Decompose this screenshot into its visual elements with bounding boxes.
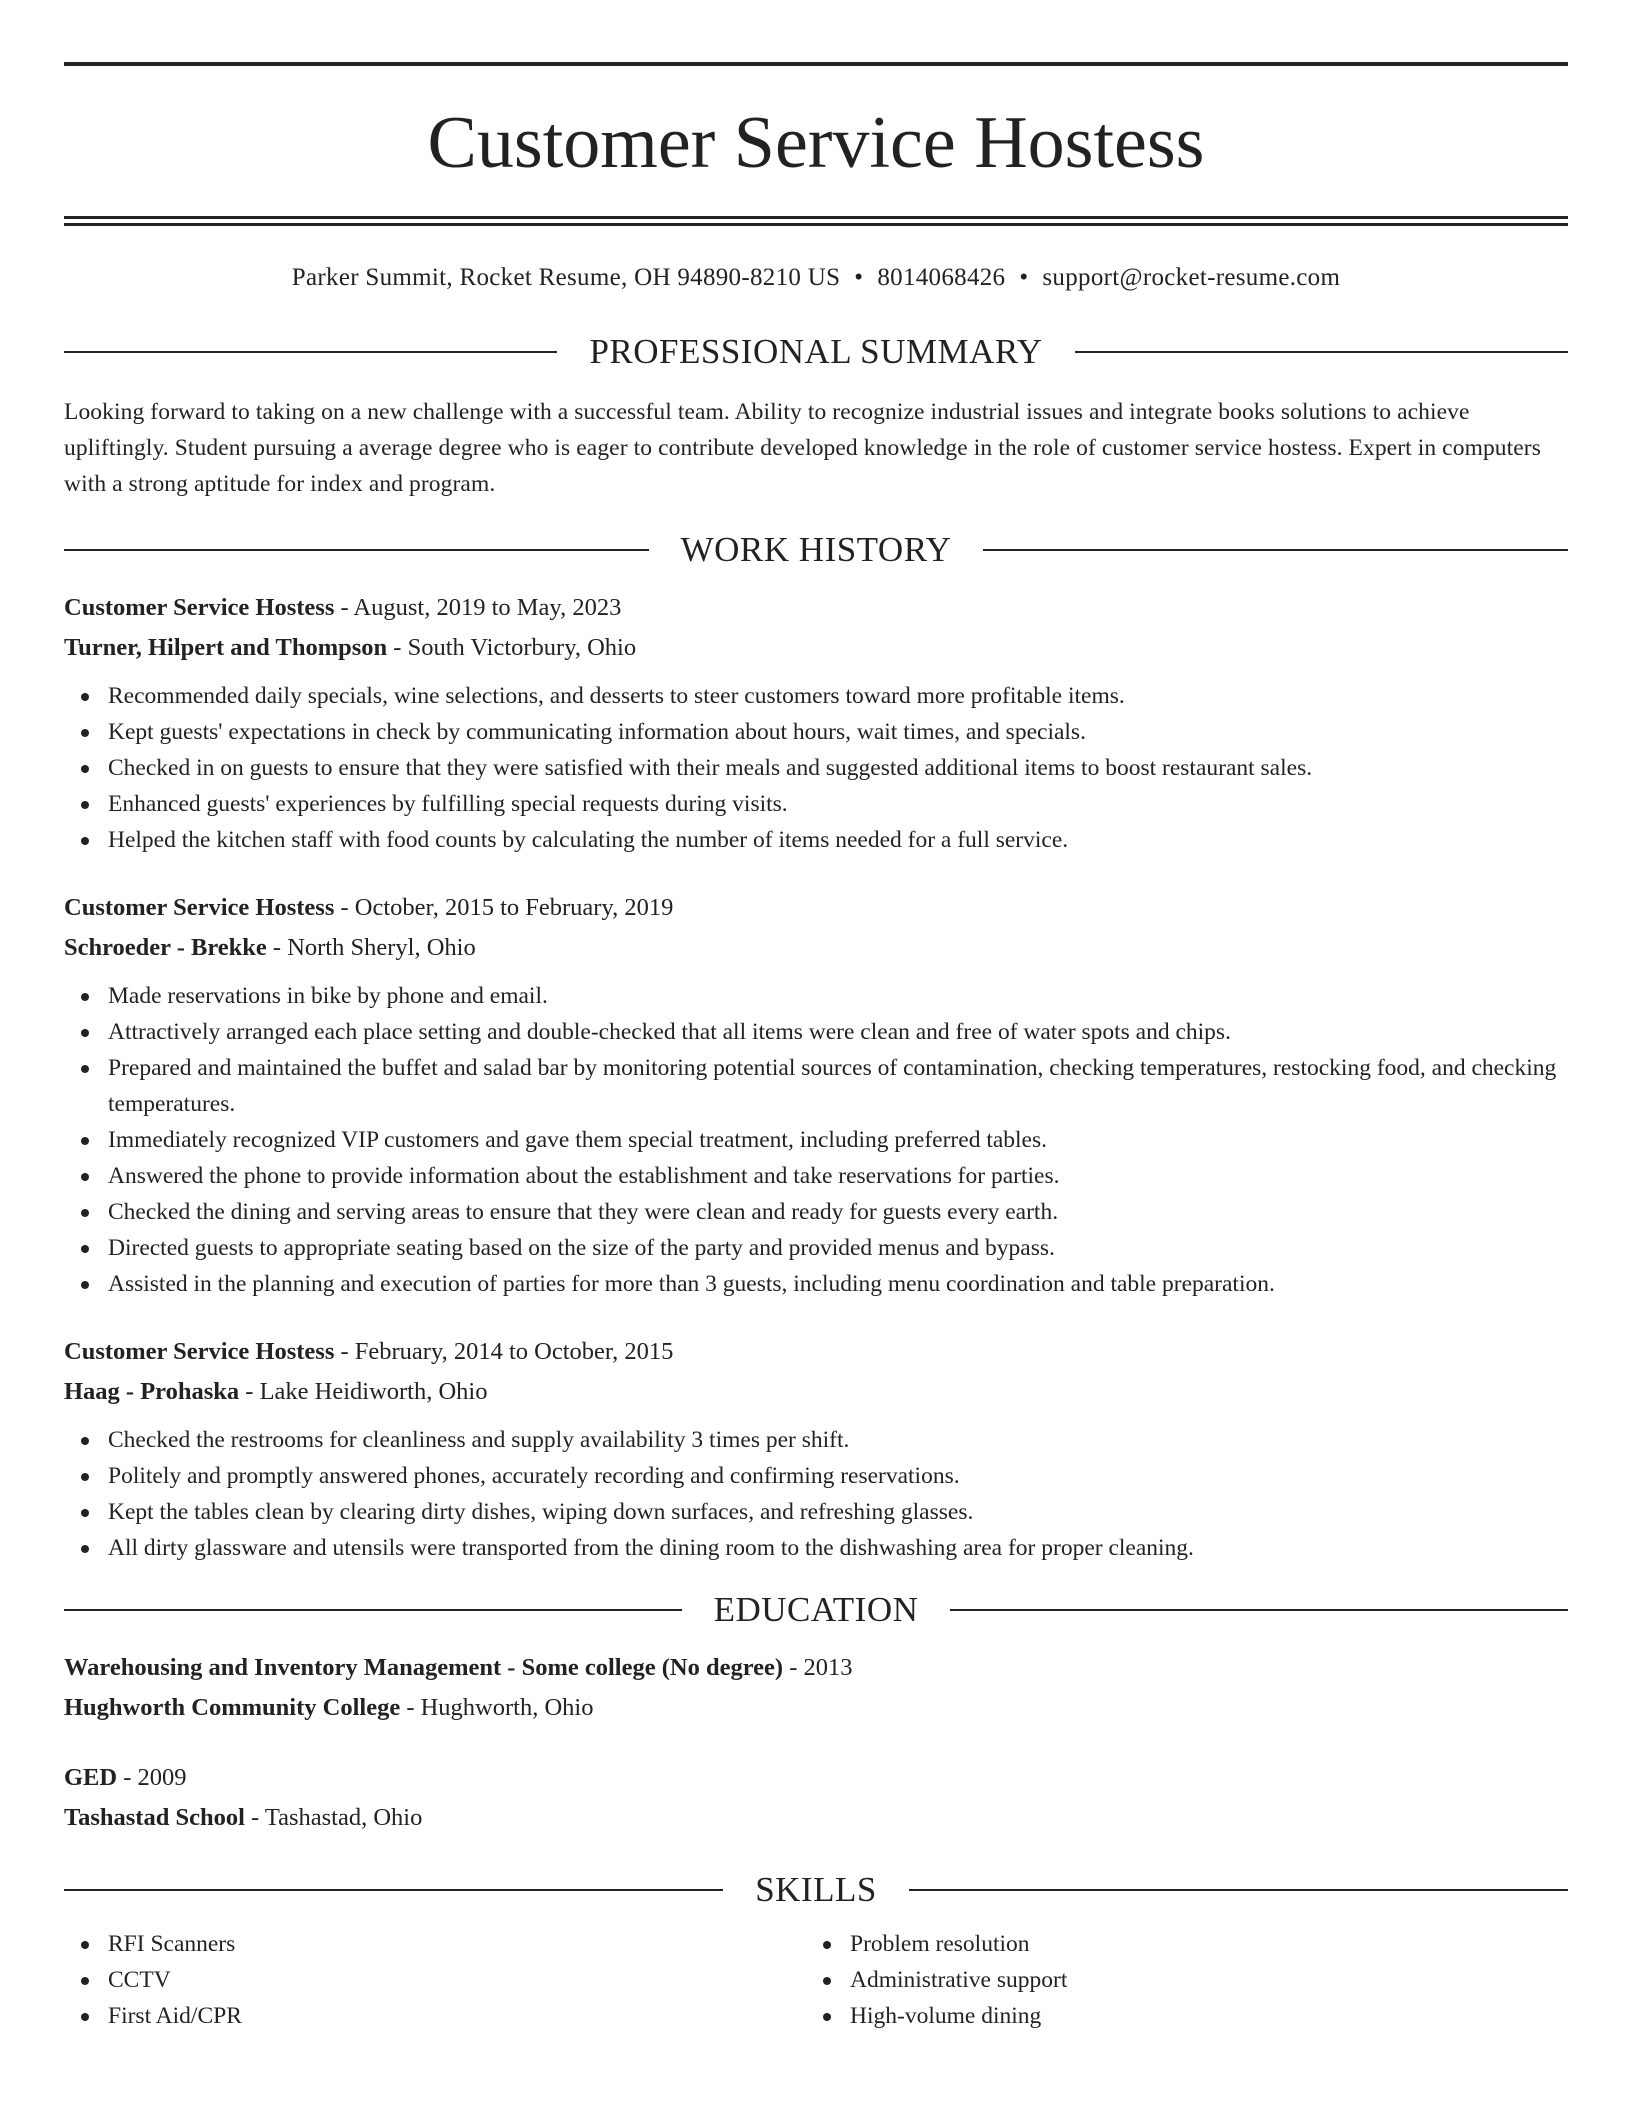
list-item: Directed guests to appropriate seating based on the size of the party and provided menus and bypass. bbox=[108, 1230, 1568, 1266]
school-line bbox=[64, 1688, 1568, 1728]
heading-rule bbox=[64, 1609, 682, 1611]
list-item: Attractively arranged each place setting and double-checked that all items were clean and free of water spots and chips. bbox=[108, 1014, 1568, 1050]
list-item: Politely and promptly answered phones, accurately recording and confirming reservations. bbox=[108, 1458, 1568, 1494]
top-rule bbox=[64, 62, 1568, 66]
skill-item: CCTV bbox=[108, 1962, 806, 1998]
skill-item: Administrative support bbox=[850, 1962, 1548, 1998]
skill-item: RFI Scanners bbox=[108, 1926, 806, 1962]
heading-rule bbox=[1075, 351, 1568, 353]
job-entry bbox=[64, 1332, 1568, 1566]
education-entry bbox=[64, 1758, 1568, 1838]
double-rule bbox=[64, 216, 1568, 226]
job-title-line bbox=[64, 588, 1568, 628]
bullet-separator: • bbox=[854, 264, 864, 291]
degree: GED bbox=[64, 1764, 118, 1791]
job-company-line bbox=[64, 628, 1568, 668]
job-company: Haag - Prohaska bbox=[64, 1378, 240, 1405]
heading-rule bbox=[64, 1889, 723, 1891]
job-company: Schroeder - Brekke bbox=[64, 934, 267, 961]
section-heading-summary bbox=[64, 332, 1568, 372]
heading-rule bbox=[909, 1889, 1568, 1891]
job-company: Turner, Hilpert and Thompson bbox=[64, 634, 388, 661]
heading-rule bbox=[950, 1609, 1568, 1611]
job-title: Customer Service Hostess bbox=[64, 594, 335, 621]
job-title: Customer Service Hostess bbox=[64, 1338, 335, 1365]
list-item: Answered the phone to provide information about the establishment and take reservations for parties. bbox=[108, 1158, 1568, 1194]
education-entry bbox=[64, 1648, 1568, 1728]
skills-list bbox=[806, 1926, 1548, 2034]
job-company-line bbox=[64, 1372, 1568, 1412]
degree-line bbox=[64, 1758, 1568, 1798]
school: Tashastad School bbox=[64, 1804, 245, 1831]
list-item: Checked the dining and serving areas to ensure that they were clean and ready for guests every earth. bbox=[108, 1194, 1568, 1230]
section-title: PROFESSIONAL SUMMARY bbox=[589, 332, 1043, 371]
job-entry bbox=[64, 588, 1568, 858]
list-item: Recommended daily specials, wine selections, and desserts to steer customers toward more profitable items. bbox=[108, 678, 1568, 714]
contact-phone: 8014068426 bbox=[877, 264, 1006, 291]
heading-rule bbox=[64, 351, 557, 353]
skills-column-left bbox=[64, 1926, 806, 2034]
page-title: Customer Service Hostess bbox=[427, 102, 1205, 184]
school: Hughworth Community College bbox=[64, 1694, 401, 1721]
skill-item: Problem resolution bbox=[850, 1926, 1548, 1962]
heading-rule bbox=[64, 549, 649, 551]
job-company-line bbox=[64, 928, 1568, 968]
contact-email: support@rocket-resume.com bbox=[1042, 264, 1341, 291]
list-item: Kept the tables clean by clearing dirty dishes, wiping down surfaces, and refreshing glasses. bbox=[108, 1494, 1568, 1530]
list-item: Kept guests' expectations in check by communicating information about hours, wait times, and specials. bbox=[108, 714, 1568, 750]
school-location: - Tashastad, Ohio bbox=[244, 1804, 423, 1831]
job-title-line bbox=[64, 888, 1568, 928]
skills-list bbox=[64, 1926, 806, 2034]
list-item: Enhanced guests' experiences by fulfilling special requests during visits. bbox=[108, 786, 1568, 822]
job-title-line bbox=[64, 1332, 1568, 1372]
degree: Warehousing and Inventory Management - Some college (No degree) bbox=[64, 1654, 784, 1681]
resume-page bbox=[64, 62, 1568, 2034]
list-item: Checked in on guests to ensure that they were satisfied with their meals and suggested additional items to boost restaurant sales. bbox=[108, 750, 1568, 786]
job-location: - North Sheryl, Ohio bbox=[266, 934, 476, 961]
list-item: Immediately recognized VIP customers and gave them special treatment, including preferred tables. bbox=[108, 1122, 1568, 1158]
skills-column-right bbox=[806, 1926, 1548, 2034]
skills-grid bbox=[64, 1926, 1568, 2034]
job-bullets bbox=[64, 1422, 1568, 1566]
bullet-separator: • bbox=[1019, 264, 1029, 291]
list-item: Assisted in the planning and execution of parties for more than 3 guests, including menu coordination and table preparation. bbox=[108, 1266, 1568, 1302]
list-item: All dirty glassware and utensils were transported from the dining room to the dishwashing area for proper cleaning. bbox=[108, 1530, 1568, 1566]
degree-year: - 2009 bbox=[117, 1764, 187, 1791]
skill-item: High-volume dining bbox=[850, 1998, 1548, 2034]
job-entry bbox=[64, 888, 1568, 1302]
job-dates: - October, 2015 to February, 2019 bbox=[334, 894, 674, 921]
contact-address: Parker Summit, Rocket Resume, OH 94890-8210 US bbox=[291, 264, 841, 291]
section-heading-skills bbox=[64, 1870, 1568, 1910]
section-heading-education bbox=[64, 1590, 1568, 1630]
job-location: - Lake Heidiworth, Ohio bbox=[239, 1378, 488, 1405]
list-item: Checked the restrooms for cleanliness and supply availability 3 times per shift. bbox=[108, 1422, 1568, 1458]
degree-year: - 2013 bbox=[783, 1654, 853, 1681]
school-location: - Hughworth, Ohio bbox=[400, 1694, 594, 1721]
contact-line bbox=[64, 262, 1568, 294]
job-dates: - August, 2019 to May, 2023 bbox=[334, 594, 622, 621]
section-title: WORK HISTORY bbox=[680, 530, 952, 569]
list-item: Helped the kitchen staff with food counts by calculating the number of items needed for a full service. bbox=[108, 822, 1568, 858]
degree-line bbox=[64, 1648, 1568, 1688]
job-bullets bbox=[64, 678, 1568, 858]
section-heading-work bbox=[64, 530, 1568, 570]
list-item: Made reservations in bike by phone and email. bbox=[108, 978, 1568, 1014]
heading-rule bbox=[983, 549, 1568, 551]
job-location: - South Victorbury, Ohio bbox=[387, 634, 637, 661]
school-line bbox=[64, 1798, 1568, 1838]
job-bullets bbox=[64, 978, 1568, 1302]
job-title: Customer Service Hostess bbox=[64, 894, 335, 921]
section-title: SKILLS bbox=[755, 1870, 877, 1909]
section-title: EDUCATION bbox=[713, 1590, 919, 1629]
job-dates: - February, 2014 to October, 2015 bbox=[334, 1338, 674, 1365]
skill-item: First Aid/CPR bbox=[108, 1998, 806, 2034]
summary-text: Looking forward to taking on a new challenge with a successful team. Ability to recognize industrial issues and integrate books solutions to achieve upliftingly. Student pursuing a average degree who is eager to contribute developed knowledge in the role of customer service hostess. Expert in computers with a strong aptitude for index and program. bbox=[64, 399, 1541, 497]
list-item: Prepared and maintained the buffet and salad bar by monitoring potential sources of contamination, checking temperatures, restocking food, and checking temperatures. bbox=[108, 1050, 1568, 1122]
